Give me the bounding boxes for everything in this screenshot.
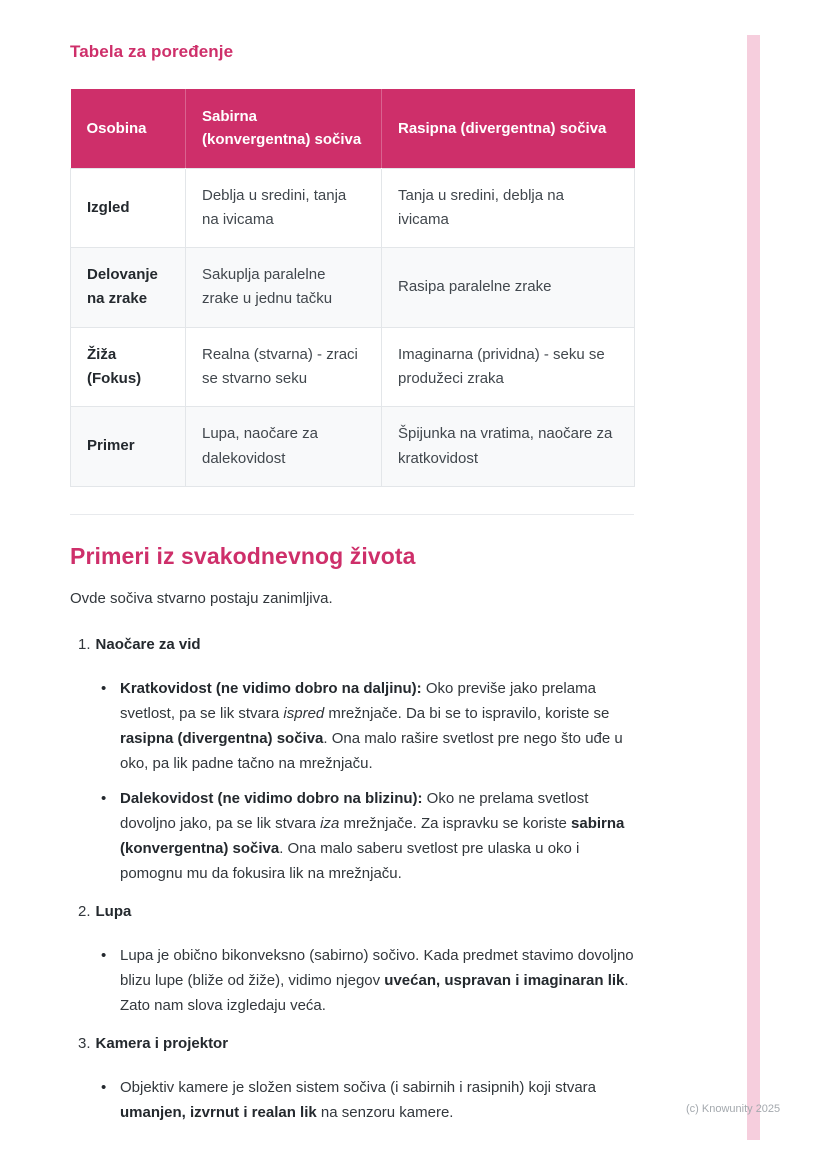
- document-content: [70, 40, 634, 1142]
- bullet-list: [70, 943, 634, 1018]
- table-cell: Lupa, naočare za dalekovidost: [186, 407, 382, 487]
- bullet-item: • Lupa je obično bikonveksno (sabirno) sočivo. Kada predmet stavimo dovoljno blizu lupe (bliže od žiže), vidimo njegov uvećan, uspravan i imaginaran lik. Zato nam slova izgledaju veća.: [70, 943, 634, 1018]
- table-cell: Sakuplja paralelne zrake u jednu tačku: [186, 248, 382, 328]
- table-cell: Špijunka na vratima, naočare za kratkovidost: [382, 407, 635, 487]
- table-cell: Rasipa paralelne zrake: [382, 248, 635, 328]
- bullet-item: • Kratkovidost (ne vidimo dobro na daljinu): Oko previše jako prelama svetlost, pa se lik stvara ispred mrežnjače. Da bi se to ispravilo, koriste se rasipna (divergentna) sočiva. Ona malo rašire svetlost pre nego što uđe u oko, pa lik padne tačno na mrežnjaču.: [70, 676, 634, 776]
- numbered-item-heading: [70, 903, 634, 921]
- table-cell: Imaginarna (prividna) - seku se produžeci zraka: [382, 327, 635, 407]
- table-row: [71, 407, 635, 487]
- item-title: Kamera i projektor: [95, 1034, 229, 1052]
- page-edge-stripe: [747, 35, 760, 1140]
- table-cell-property: Primer: [71, 407, 186, 487]
- item-title: Naočare za vid: [95, 635, 201, 653]
- table-header-cell: Osobina: [71, 89, 186, 168]
- bullet-list: [70, 1075, 634, 1125]
- table-cell: Tanja u sredini, deblja na ivicama: [382, 168, 635, 248]
- item-number: 1.: [78, 635, 91, 653]
- table-cell: Realna (stvarna) - zraci se stvarno seku: [186, 327, 382, 407]
- table-cell-property: Žiža (Fokus): [71, 327, 186, 407]
- examples-section-heading: Primeri iz svakodnevnog života: [70, 542, 416, 569]
- table-row: [71, 168, 635, 248]
- numbered-item: [70, 636, 634, 886]
- table-header-cell: Sabirna (konvergentna) sočiva: [186, 89, 382, 168]
- bullet-list: [70, 676, 634, 886]
- numbered-item: [70, 903, 634, 1018]
- numbered-item-heading: [70, 636, 634, 654]
- item-number: 3.: [78, 1034, 91, 1052]
- section-divider: [70, 514, 634, 515]
- item-title: Lupa: [95, 902, 132, 920]
- table-header-cell: Rasipna (divergentna) sočiva: [382, 89, 635, 168]
- table-row: [71, 248, 635, 328]
- comparison-table-header-row: [71, 89, 635, 168]
- table-cell: Deblja u sredini, tanja na ivicama: [186, 168, 382, 248]
- table-cell-property: Izgled: [71, 168, 186, 248]
- item-number: 2.: [78, 902, 91, 920]
- table-row: [71, 327, 635, 407]
- examples-numbered-list: [70, 636, 634, 1125]
- comparison-table: [70, 89, 635, 487]
- bullet-item: • Objektiv kamere je složen sistem sočiva (i sabirnih i rasipnih) koji stvara umanjen, izvrnut i realan lik na senzoru kamere.: [70, 1075, 634, 1125]
- comparison-table-heading: Tabela za poređenje: [70, 42, 234, 61]
- intro-paragraph: Ovde sočiva stvarno postaju zanimljiva.: [70, 589, 333, 607]
- numbered-item-heading: [70, 1035, 634, 1053]
- numbered-item: [70, 1035, 634, 1125]
- table-cell-property: Delovanje na zrake: [71, 248, 186, 328]
- footer-copyright: (c) Knowunity 2025: [686, 1103, 781, 1115]
- bullet-item: • Dalekovidost (ne vidimo dobro na blizinu): Oko ne prelama svetlost dovoljno jako, pa se lik stvara iza mrežnjače. Za ispravku se koriste sabirna (konvergentna) sočiva. Ona malo saberu svetlost pre ulaska u oko i pomognu mu da fokusira lik na mrežnjaču.: [70, 786, 634, 886]
